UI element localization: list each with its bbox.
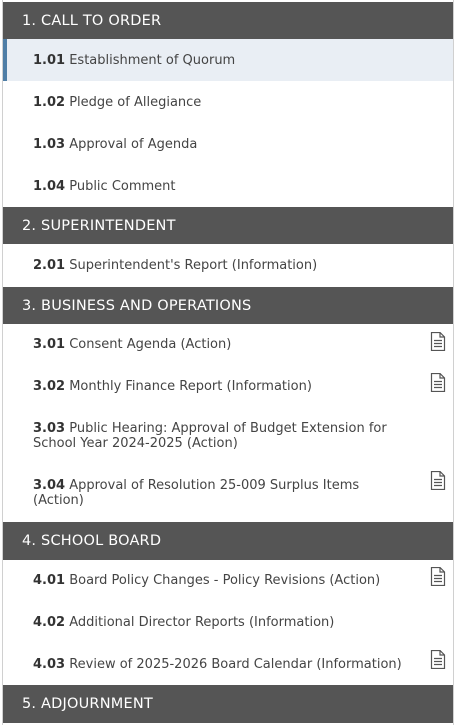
- agenda-item-3-03[interactable]: [3, 407, 453, 464]
- item-title: Public Hearing: Approval of Budget Extension for School Year 2024-2025 (Action): [33, 420, 387, 451]
- item-title: Approval of Resolution 25-009 Surplus Items (Action): [33, 478, 360, 508]
- document-icon[interactable]: [430, 567, 446, 586]
- agenda-item-text: [33, 615, 334, 630]
- item-title: Superintendent's Report (Information): [69, 257, 318, 273]
- item-number: 4.02: [33, 614, 66, 630]
- section-header-school-board[interactable]: [3, 522, 453, 560]
- item-title: Monthly Finance Report (Information): [69, 378, 312, 394]
- agenda-item-1-04[interactable]: [3, 165, 453, 207]
- agenda-item-text: [33, 657, 402, 672]
- item-title: Review of 2025-2026 Board Calendar (Information): [69, 656, 402, 672]
- section-header-superintendent[interactable]: [3, 207, 453, 244]
- agenda-item-1-03[interactable]: [3, 123, 453, 165]
- agenda-item-4-02[interactable]: [3, 601, 453, 643]
- agenda-item-text: [33, 573, 380, 588]
- item-title: Board Policy Changes - Policy Revisions (Action): [69, 573, 381, 588]
- document-icon[interactable]: [430, 373, 446, 392]
- agenda-item-text: [33, 478, 413, 508]
- agenda-item-3-04[interactable]: [3, 464, 453, 522]
- item-number: 1.03: [33, 136, 66, 152]
- agenda-item-text: [33, 95, 201, 110]
- agenda-item-text: [33, 137, 197, 152]
- agenda-item-1-01[interactable]: [3, 39, 453, 81]
- item-number: 4.03: [33, 656, 66, 672]
- item-title: Approval of Agenda: [69, 136, 198, 152]
- agenda-item-text: [33, 179, 176, 194]
- item-number: 1.02: [33, 94, 66, 110]
- section-label: 4. SCHOOL BOARD: [22, 533, 162, 549]
- item-title: Additional Director Reports (Information): [69, 614, 335, 630]
- agenda-item-3-01[interactable]: [3, 324, 453, 365]
- section-label: 3. BUSINESS AND OPERATIONS: [22, 297, 252, 314]
- agenda-item-text: [33, 421, 413, 451]
- item-number: 3.01: [33, 337, 66, 352]
- item-title: Pledge of Allegiance: [69, 94, 202, 110]
- document-icon[interactable]: [430, 471, 446, 490]
- agenda-item-3-02[interactable]: [3, 365, 453, 407]
- section-label: 5. ADJOURNMENT: [22, 696, 153, 712]
- item-title: Consent Agenda (Action): [69, 337, 232, 352]
- item-number: 4.01: [33, 573, 66, 588]
- agenda-item-4-03[interactable]: [3, 643, 453, 685]
- agenda-item-2-01[interactable]: [3, 244, 453, 286]
- section-header-call-to-order[interactable]: [3, 2, 453, 39]
- agenda-item-4-01[interactable]: [3, 560, 453, 601]
- item-title: Establishment of Quorum: [69, 52, 236, 68]
- item-number: 3.04: [33, 478, 66, 493]
- agenda-item-text: [33, 258, 317, 273]
- document-icon[interactable]: [430, 650, 446, 669]
- item-number: 1.01: [33, 52, 66, 68]
- section-header-business-and-operations[interactable]: [3, 287, 453, 324]
- item-number: 2.01: [33, 257, 66, 273]
- document-icon[interactable]: [430, 332, 446, 351]
- item-number: 3.03: [33, 420, 66, 436]
- section-header-adjournment[interactable]: [3, 685, 453, 723]
- section-label: 1. CALL TO ORDER: [22, 12, 162, 29]
- agenda-item-1-02[interactable]: [3, 81, 453, 123]
- section-label: 2. SUPERINTENDENT: [22, 217, 176, 234]
- agenda-list: [2, 0, 454, 725]
- agenda-item-text: [33, 379, 312, 394]
- item-number: 1.04: [33, 178, 66, 194]
- agenda-item-text: [33, 53, 235, 68]
- item-title: Public Comment: [69, 178, 176, 194]
- agenda-item-text: [33, 337, 231, 352]
- item-number: 3.02: [33, 378, 66, 394]
